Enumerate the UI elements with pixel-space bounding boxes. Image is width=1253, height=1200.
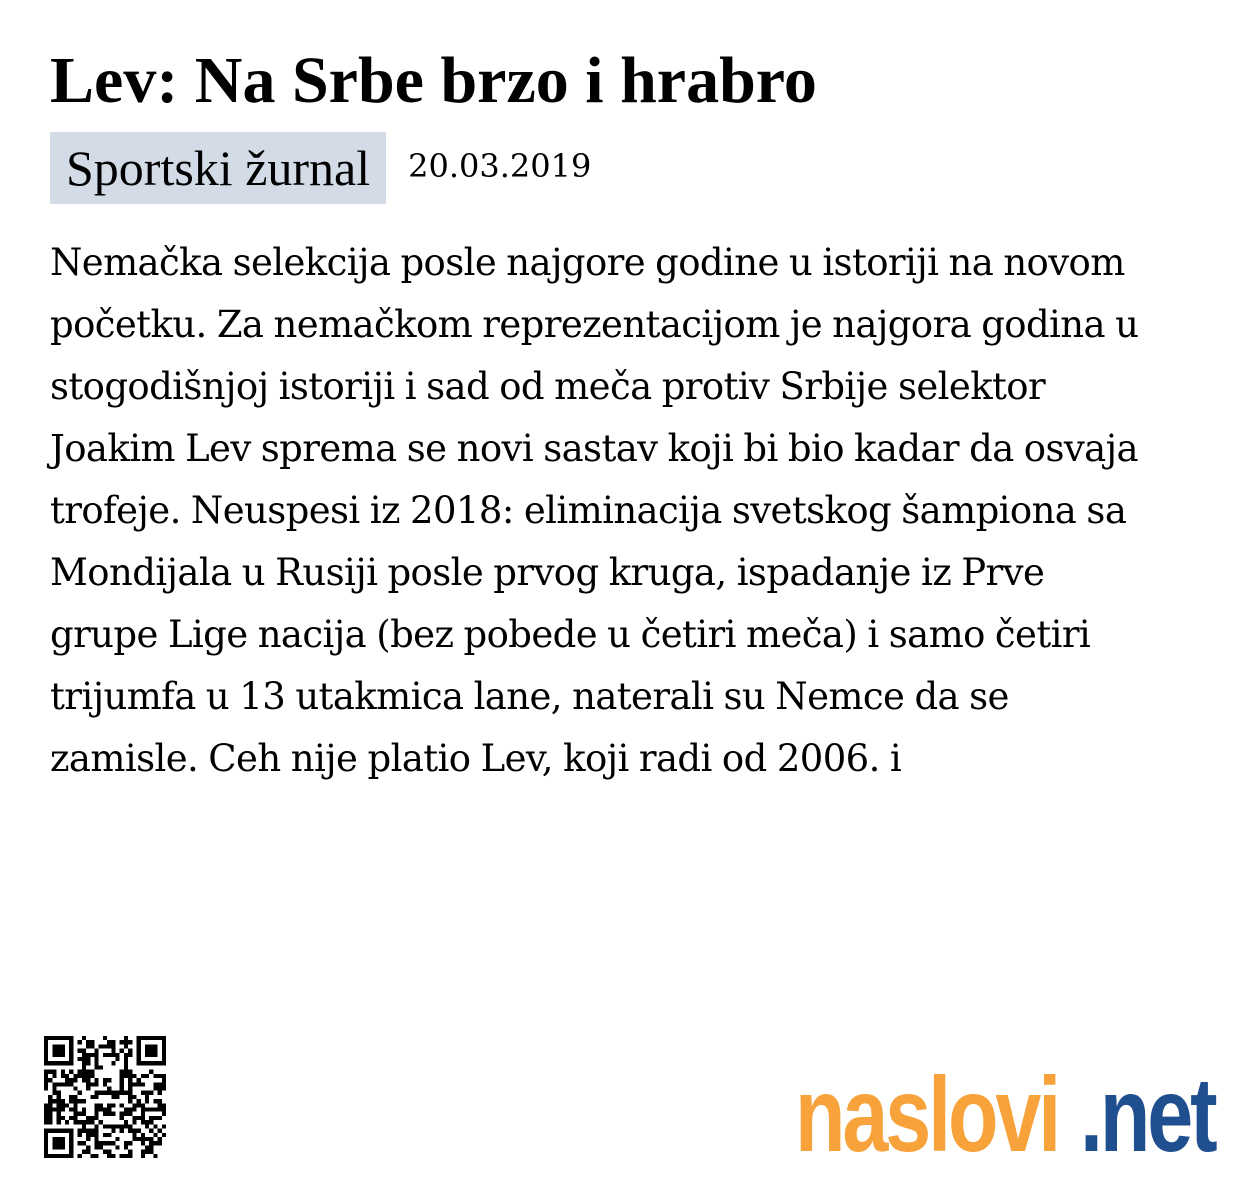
article-text: Nemačka selekcija posle najgore godine u istoriji na novom početku. Za nemačkom reprezentacijom je najgora godina u stogodišnjoj istoriji i sad od meča protiv Srbije selektor Joakim Lev sprema se novi sastav koji bi bio kadar da osvaja trofeje. Neuspesi iz 2018: eliminacija svetskog šampiona sa Mondijala u Rusiji posle prvog kruga, ispadanje iz Prve grupe Lige nacija (bez pobede u četiri meča) i samo četiri trijumfa u 13 utakmica lane, naterali su Nemce da se zamisle. Ceh nije platio Lev, koji radi od 2006. i xyxy=(50,241,1139,780)
article-meta xyxy=(50,132,591,204)
qr-code-icon[interactable] xyxy=(44,1036,166,1158)
publish-date: 20.03.2019 xyxy=(408,147,592,185)
logo-part-naslovi: naslovi xyxy=(795,1056,1059,1174)
source-badge[interactable]: Sportski žurnal xyxy=(50,132,386,204)
article-body xyxy=(50,232,1160,856)
text-fade-overlay xyxy=(50,796,1160,856)
logo-part-net: .net xyxy=(1080,1056,1215,1174)
naslovi-logo[interactable] xyxy=(795,1056,1215,1174)
article-title: Lev: Na Srbe brzo i hrabro xyxy=(50,44,817,117)
